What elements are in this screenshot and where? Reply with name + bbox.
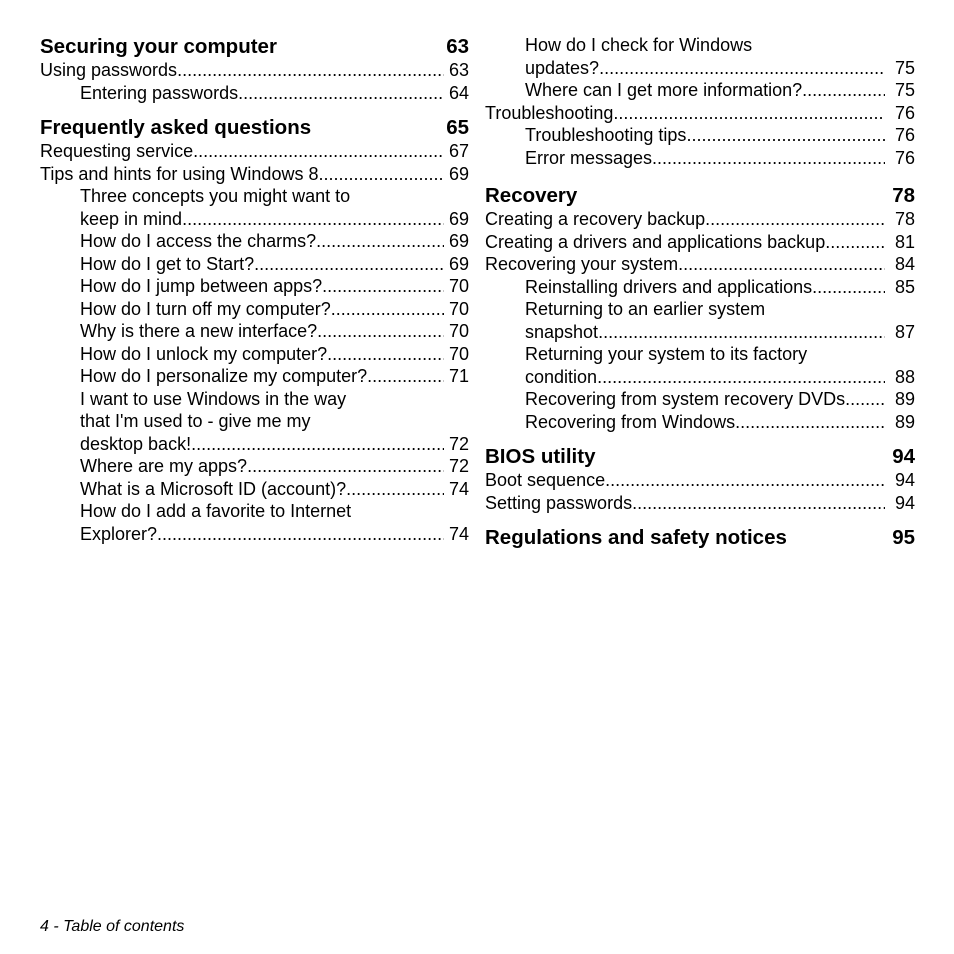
section-page: 95 (892, 526, 915, 549)
toc-subentry (485, 147, 915, 170)
entry-page: 89 (894, 411, 915, 432)
entry-page: 94 (894, 470, 915, 490)
toc-entry (485, 469, 915, 492)
entry-title: Setting passwords (485, 492, 633, 513)
toc-subentry (485, 124, 915, 147)
entry-title: desktop back! (80, 433, 192, 454)
entry-title: How do I turn off my computer? (80, 298, 331, 319)
dot-leader (331, 298, 444, 321)
section-title: Securing your computer (40, 35, 277, 58)
dot-leader (318, 163, 444, 186)
toc-subentry (40, 253, 469, 276)
entry-title: condition (525, 366, 598, 387)
toc-section-heading (485, 525, 915, 550)
entry-title: How do I jump between apps? (80, 276, 323, 296)
toc-entry (485, 492, 915, 515)
entry-page: 69 (448, 231, 469, 251)
entry-title: Tips and hints for using Windows 8 (40, 163, 319, 184)
entry-page: 70 (448, 276, 469, 296)
entry-page: 63 (448, 60, 469, 80)
dot-leader (238, 82, 444, 105)
dot-leader (316, 230, 444, 253)
toc-subentry (485, 34, 915, 79)
entry-title: Error messages (525, 147, 653, 168)
entry-title: How do I get to Start? (80, 253, 255, 274)
entry-title: Creating a drivers and applications backup (485, 231, 826, 252)
dot-leader (597, 366, 885, 389)
entry-page: 72 (448, 433, 469, 454)
section-title: Recovery (485, 184, 578, 207)
entry-page: 81 (894, 231, 915, 252)
entry-page: 69 (448, 208, 469, 229)
toc-subentry (485, 343, 915, 388)
entry-title: Where are my apps? (80, 456, 248, 476)
entry-title: Boot sequence (485, 470, 606, 490)
entry-page: 67 (448, 141, 469, 161)
toc-subentry (485, 411, 915, 434)
entry-page: 69 (448, 253, 469, 274)
toc-section-heading (40, 34, 469, 59)
section-title: Regulations and safety notices (485, 526, 787, 549)
toc-subentry (40, 478, 469, 501)
section-title: BIOS utility (485, 445, 596, 468)
entry-page: 70 (448, 321, 469, 341)
toc-subentry (40, 275, 469, 298)
toc-subentry (40, 388, 469, 456)
entry-title: Creating a recovery backup (485, 209, 706, 229)
toc-entry (485, 231, 915, 254)
entry-title: Where can I get more information? (525, 80, 803, 100)
entry-page: 76 (894, 102, 915, 123)
toc-subentry (40, 500, 469, 545)
dot-leader (845, 388, 885, 411)
toc-entry (485, 208, 915, 231)
entry-title-line: that I'm used to - give me my (80, 411, 311, 431)
entry-title: Troubleshooting tips (525, 125, 687, 145)
entry-page: 85 (894, 276, 915, 297)
entry-title: Explorer? (80, 523, 158, 544)
entry-title-line: How do I add a favorite to Internet (80, 501, 352, 521)
dot-leader (346, 478, 444, 501)
dot-leader (247, 455, 444, 478)
entry-title: updates? (525, 57, 600, 78)
dot-leader (613, 102, 885, 125)
entry-title: How do I access the charms? (80, 231, 317, 251)
toc-subentry (40, 230, 469, 253)
toc-subentry (40, 343, 469, 366)
toc-section-heading (485, 444, 915, 469)
dot-leader (317, 320, 444, 343)
toc-left-column (40, 34, 469, 545)
toc-subentry (40, 298, 469, 321)
entry-title: Troubleshooting (485, 102, 614, 123)
toc-subentry (40, 455, 469, 478)
entry-page: 75 (894, 57, 915, 78)
dot-leader (605, 469, 885, 492)
toc-subentry (485, 388, 915, 411)
toc-entry (40, 140, 469, 163)
entry-title: What is a Microsoft ID (account)? (80, 478, 347, 499)
toc-subentry (485, 298, 915, 343)
toc-subentry (485, 276, 915, 299)
entry-page: 69 (448, 163, 469, 184)
entry-title: Recovering your system (485, 254, 679, 274)
entry-page: 74 (448, 523, 469, 544)
section-page: 94 (892, 445, 915, 468)
entry-title-line: Returning your system to its factory (525, 344, 808, 364)
section-page: 78 (892, 184, 915, 207)
dot-leader (598, 321, 885, 344)
dot-leader (825, 231, 885, 254)
toc-subentry (40, 185, 469, 230)
entry-title: Recovering from Windows (525, 411, 736, 432)
entry-page: 89 (894, 389, 915, 409)
entry-page: 70 (448, 298, 469, 319)
entry-title: Requesting service (40, 141, 194, 161)
entry-title: Recovering from system recovery DVDs (525, 389, 846, 409)
entry-page: 71 (448, 366, 469, 386)
dot-leader (652, 147, 885, 170)
entry-page: 94 (894, 492, 915, 513)
toc-subentry (485, 79, 915, 102)
dot-leader (678, 253, 885, 276)
entry-title-line: Three concepts you might want to (80, 186, 351, 206)
toc-section-heading (485, 183, 915, 208)
toc-subentry (40, 320, 469, 343)
dot-leader (182, 208, 444, 231)
toc-subentry (40, 82, 469, 105)
dot-leader (812, 276, 885, 299)
dot-leader (191, 433, 444, 456)
dot-leader (177, 59, 444, 82)
entry-page: 88 (894, 366, 915, 387)
toc-subentry (40, 365, 469, 388)
entry-page: 74 (448, 478, 469, 499)
entry-title: Why is there a new interface? (80, 321, 318, 341)
entry-page: 64 (448, 82, 469, 103)
entry-title-line: I want to use Windows in the way (80, 388, 347, 409)
toc-entry (40, 163, 469, 186)
entry-title: snapshot (525, 321, 599, 342)
toc-right-column (485, 34, 915, 550)
dot-leader (254, 253, 444, 276)
entry-page: 72 (448, 456, 469, 476)
entry-page: 75 (894, 80, 915, 100)
entry-title-line: Returning to an earlier system (525, 299, 766, 319)
toc-entry (40, 59, 469, 82)
entry-page: 87 (894, 321, 915, 342)
dot-leader (802, 79, 885, 102)
dot-leader (367, 365, 444, 388)
dot-leader (157, 523, 444, 546)
section-title: Frequently asked questions (40, 116, 312, 139)
dot-leader (599, 57, 885, 80)
entry-page: 78 (894, 209, 915, 229)
entry-page: 84 (894, 254, 915, 274)
dot-leader (686, 124, 885, 147)
section-page: 63 (446, 35, 469, 58)
toc-section-heading (40, 115, 469, 140)
entry-title: How do I personalize my computer? (80, 366, 368, 386)
entry-title: Using passwords (40, 60, 178, 80)
dot-leader (735, 411, 885, 434)
dot-leader (705, 208, 885, 231)
entry-title: Reinstalling drivers and applications (525, 276, 813, 297)
toc-entry (485, 253, 915, 276)
toc-entry (485, 102, 915, 125)
page-footer: 4 - Table of contents (40, 918, 185, 935)
entry-page: 70 (448, 343, 469, 364)
dot-leader (193, 140, 444, 163)
entry-title: keep in mind (80, 208, 183, 229)
dot-leader (327, 343, 444, 366)
dot-leader (322, 275, 444, 298)
entry-page: 76 (894, 147, 915, 168)
entry-title: How do I unlock my computer? (80, 343, 328, 364)
entry-title: Entering passwords (80, 82, 239, 103)
entry-page: 76 (894, 125, 915, 145)
entry-title-line: How do I check for Windows (525, 35, 753, 55)
section-page: 65 (446, 116, 469, 139)
dot-leader (632, 492, 885, 515)
